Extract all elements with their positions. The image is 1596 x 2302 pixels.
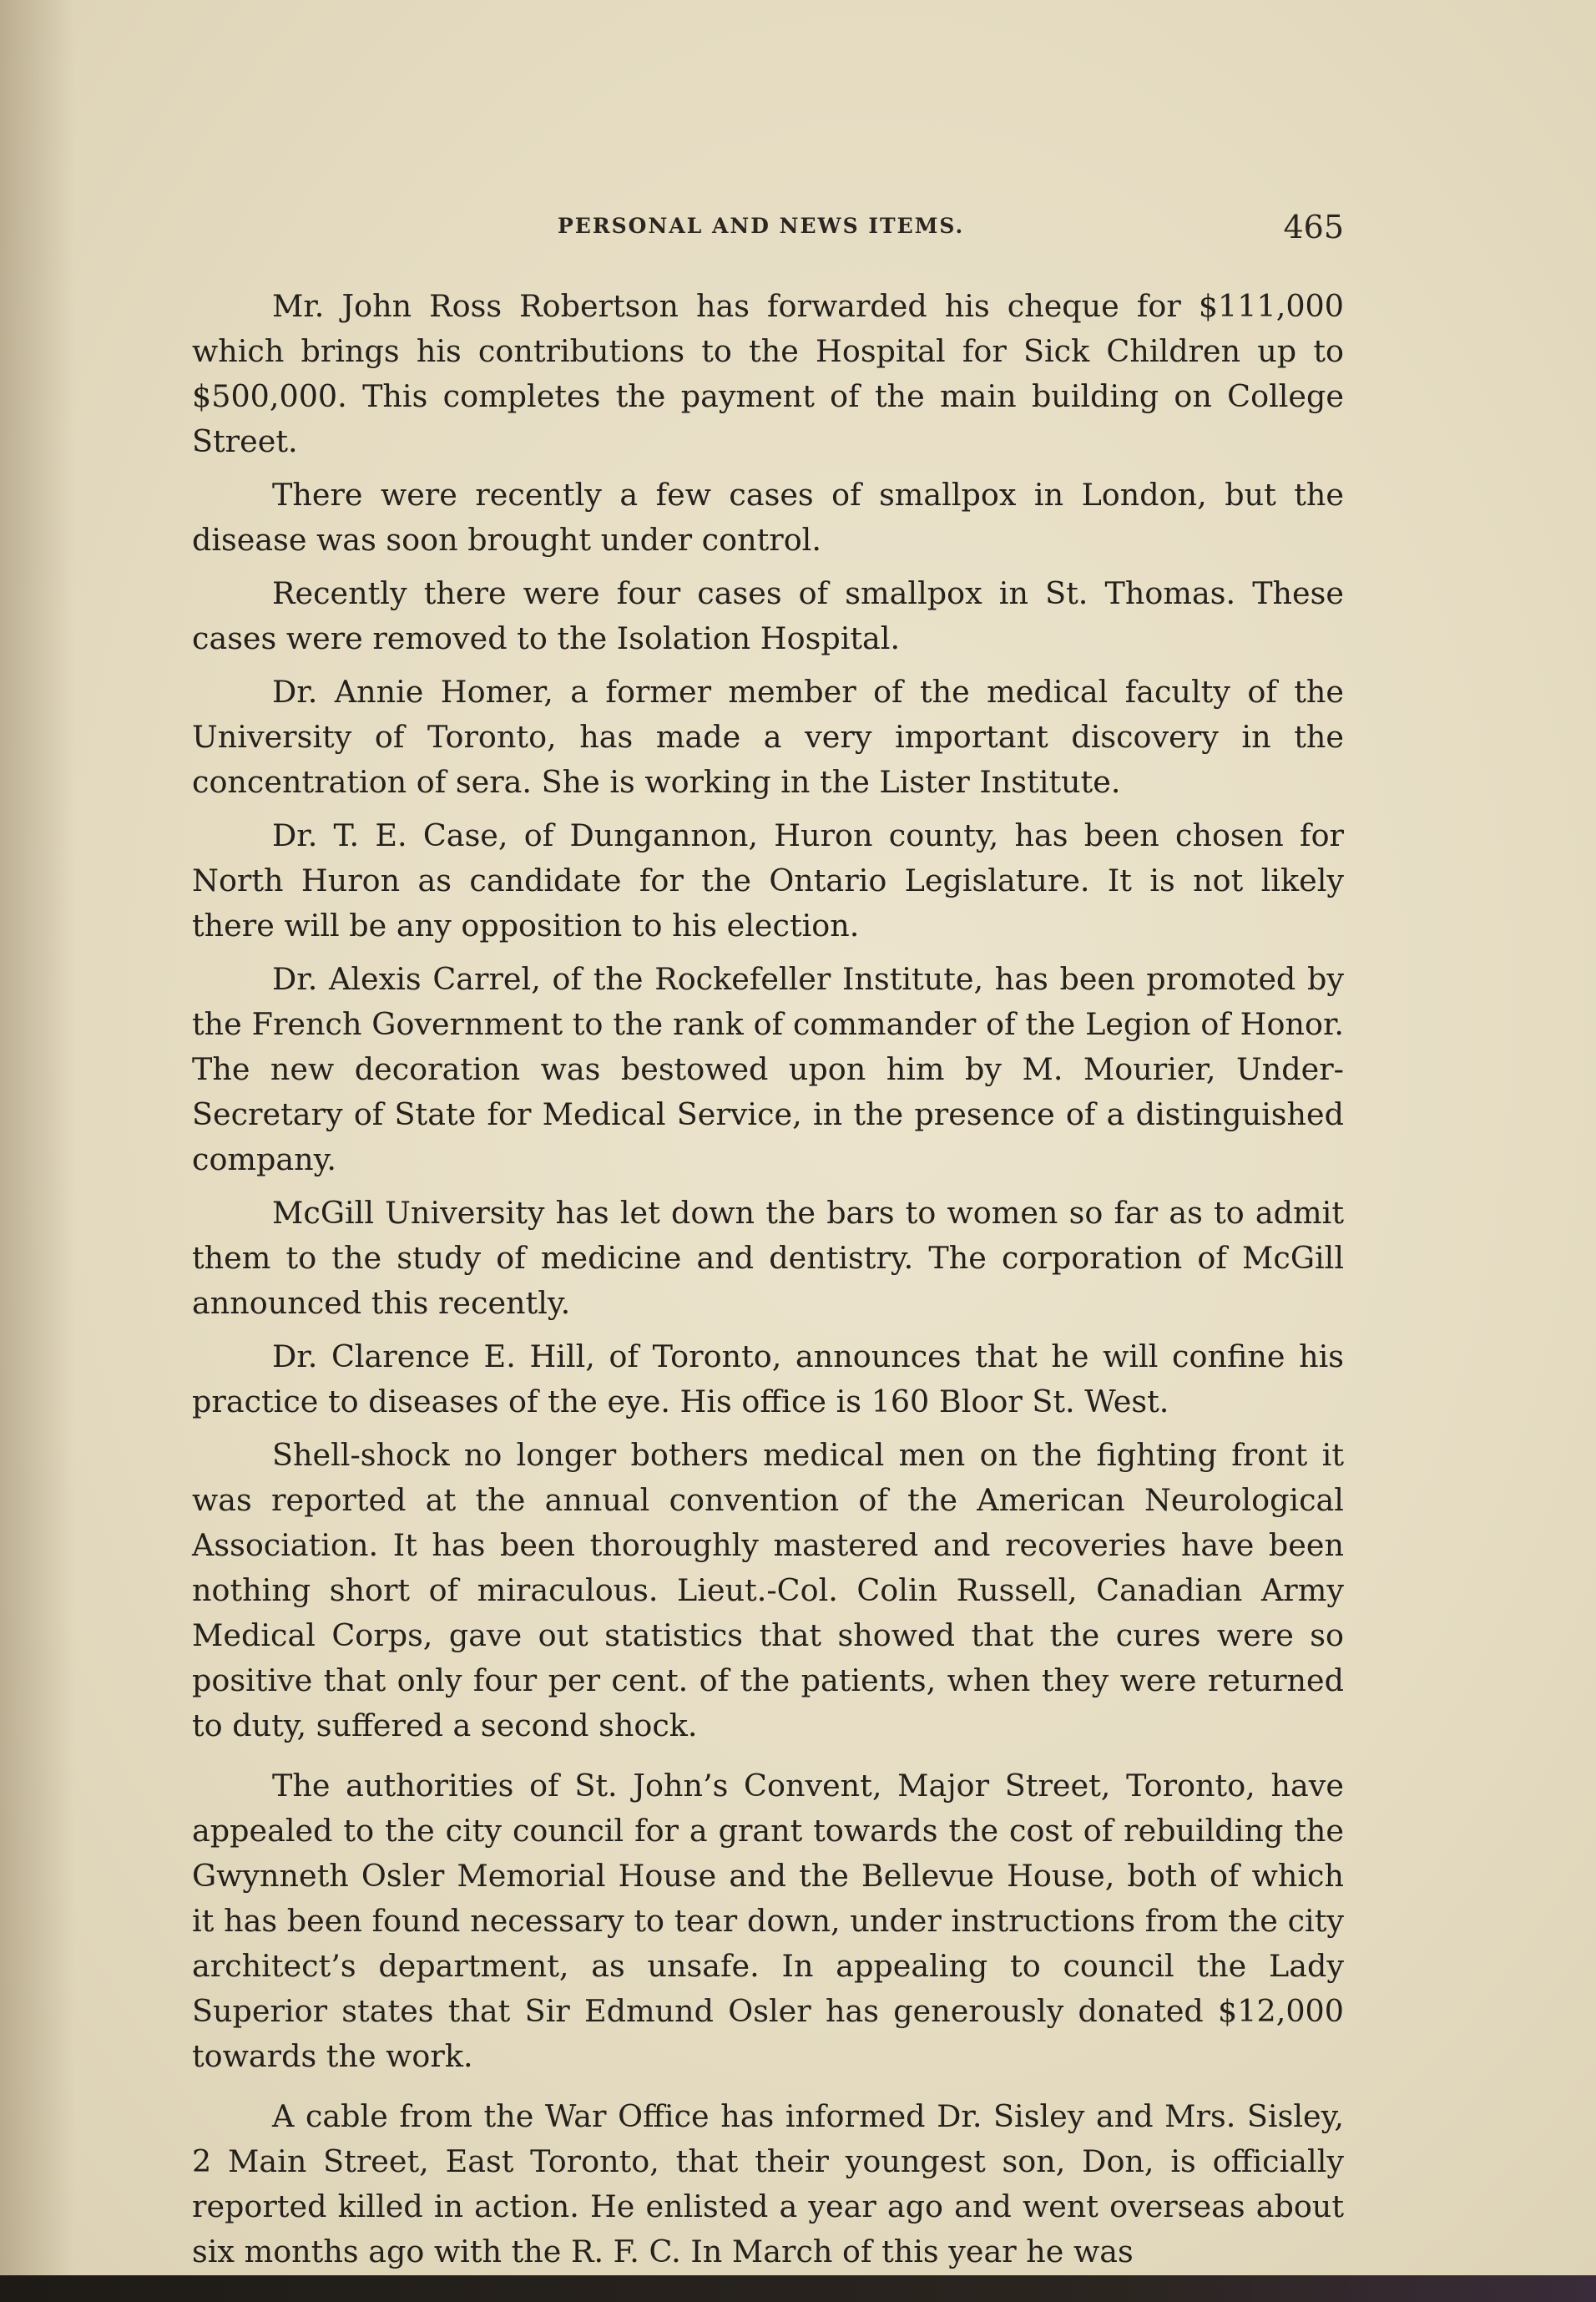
page-header (192, 209, 1344, 250)
paragraph-shell-shock: Shell-shock no longer bothers medical men on the fighting front it was reported at the annual convention of the American Neurological Association. It has been thoroughly mastered and recoveries have been nothing short of miraculous. Lieut.-Col. Colin Russell, Canadian Army Medical Corps, gave out statistics that showed that the cures were so positive that only four per cent. of the patients, when they were returned to duty, suffered a second shock. (192, 1437, 1344, 1743)
paragraph-smallpox-london: There were recently a few cases of smallpox in London, but the disease was soon brought under control. (192, 477, 1344, 558)
page-number: 465 (1283, 209, 1344, 245)
paragraph-sisley-cable: A cable from the War Office has informed Dr. Sisley and Mrs. Sisley, 2 Main Street, East Toronto, that their youngest son, Don, is officially reported killed in action. He enlisted a year ago and went overseas about six months ago with the R. F. C. In March of this year he was (192, 2098, 1344, 2269)
paragraph-mcgill-women: McGill University has let down the bars to women so far as to admit them to the study of medicine and dentistry. The corporation of McGill announced this recently. (192, 1195, 1344, 1321)
binding-shadow (0, 0, 75, 2275)
bottom-edge (0, 2275, 1596, 2302)
paragraph-alexis-carrel: Dr. Alexis Carrel, of the Rockefeller Institute, has been promoted by the French Government to the rank of commander of the Legion of Honor. The new decoration was bestowed upon him by M. Mourier, Under-Secretary of State for Medical Service, in the presence of a distinguished company. (192, 961, 1344, 1177)
paragraph-smallpox-st-thomas: Recently there were four cases of smallpox in St. Thomas. These cases were removed to the Isolation Hospital. (192, 575, 1344, 656)
running-head: PERSONAL AND NEWS ITEMS. (558, 214, 965, 238)
paragraph-te-case: Dr. T. E. Case, of Dungannon, Huron county, has been chosen for North Huron as candidate for the Ontario Legislature. It is not likely there will be any opposition to his election. (192, 817, 1344, 944)
paragraph-robertson-donation: Mr. John Ross Robertson has forwarded his cheque for $111,000 which brings his contributions to the Hospital for Sick Children up to $500,000. This completes the payment of the main building on College Street. (192, 288, 1344, 459)
paragraph-clarence-hill: Dr. Clarence E. Hill, of Toronto, announces that he will confine his practice to diseases of the eye. His office is 160 Bloor St. West. (192, 1338, 1344, 1419)
article-body (192, 284, 1344, 2275)
paragraph-st-johns-convent: The authorities of St. John’s Convent, Major Street, Toronto, have appealed to the city council for a grant towards the cost of rebuilding the Gwynneth Osler Memorial House and the Bellevue House, both of which it has been found necessary to tear down, under instructions from the city architect’s department, as unsafe. In appealing to council the Lady Superior states that Sir Edmund Osler has generously donated $12,000 towards the work. (192, 1768, 1344, 2074)
paragraph-annie-homer: Dr. Annie Homer, a former member of the medical faculty of the University of Toronto, has made a very important discovery in the concentration of sera. She is working in the Lister Institute. (192, 674, 1344, 800)
